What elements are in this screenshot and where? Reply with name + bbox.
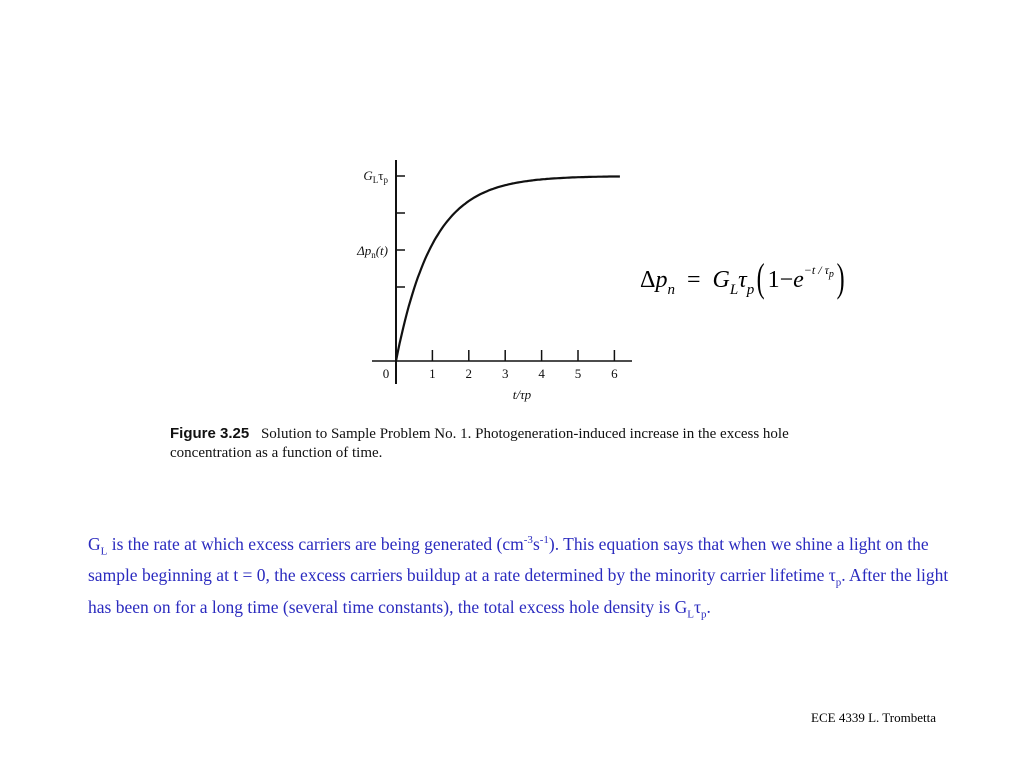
- y-tick-label-saturation: $G_L\tau_p$: [363, 168, 388, 185]
- text-p2: p: [701, 608, 707, 621]
- x-tick-label: 6: [611, 366, 618, 381]
- eq-p2: p: [746, 282, 755, 298]
- y-ticks: [356, 168, 405, 287]
- x-tick-label: 2: [465, 366, 473, 381]
- eq-rparen: ): [836, 255, 845, 300]
- eq-G: G: [712, 267, 730, 293]
- text-L: L: [100, 545, 108, 558]
- eq-exp-sub: p: [828, 269, 834, 280]
- text-G2: G: [674, 596, 688, 617]
- text-exp2: -1: [539, 534, 549, 546]
- x-tick-label: 4: [538, 366, 545, 381]
- x-axis-label: t/τp: [512, 387, 532, 402]
- text-part-a: is the rate at which excess carriers are being generated (cm: [107, 533, 524, 554]
- eq-minus: −: [779, 267, 794, 293]
- x-tick-label: 0: [382, 366, 390, 381]
- eq-tau: τ: [738, 267, 747, 293]
- figure-label: Figure 3.25: [170, 425, 250, 442]
- text-G: G: [88, 533, 101, 554]
- x-tick-label: 1: [429, 366, 436, 381]
- chart-axes: [372, 160, 632, 384]
- y-tick-label-delta-pn: $\Delta p_n(t)$: [357, 243, 388, 260]
- text-part-b: s: [532, 533, 540, 554]
- text-exp1: -3: [523, 534, 533, 546]
- eq-delta: Δ: [640, 267, 656, 293]
- text-tau2: τ: [693, 596, 701, 617]
- carrier-equation: [640, 250, 880, 300]
- eq-L: L: [729, 282, 739, 298]
- eq-equals: =: [686, 267, 701, 293]
- text-tau: τ: [828, 565, 836, 586]
- eq-p: p: [655, 267, 668, 293]
- text-part-d: . After the light has been on for a long time (several time constants), the total excess hole density is: [88, 565, 949, 617]
- x-tick-label: 3: [501, 366, 509, 381]
- eq-one: 1: [767, 267, 780, 293]
- x-tick-label: 5: [574, 366, 582, 381]
- eq-n: n: [667, 282, 675, 298]
- figure-caption-text: Solution to Sample Problem No. 1. Photogeneration-induced increase in the excess hole concentration as a function of time.: [170, 426, 789, 461]
- series-curve: [396, 177, 620, 362]
- eq-lparen: (: [756, 255, 765, 300]
- text-p: p: [835, 576, 842, 589]
- footer-credit: ECE 4339 L. Trombetta: [811, 710, 936, 725]
- x-ticks: [383, 350, 618, 381]
- text-L2: L: [687, 608, 694, 621]
- figure-caption: [170, 424, 850, 463]
- text-end: .: [706, 596, 711, 617]
- eq-e: e: [793, 267, 804, 293]
- explanation-paragraph: [88, 528, 958, 626]
- text-part-c: ). This equation says that when we shine a light on the sample beginning at t = 0, the excess carriers buildup at a rate determined by the minority carrier lifetime: [88, 533, 929, 586]
- eq-exponent: −t / τ: [803, 263, 829, 277]
